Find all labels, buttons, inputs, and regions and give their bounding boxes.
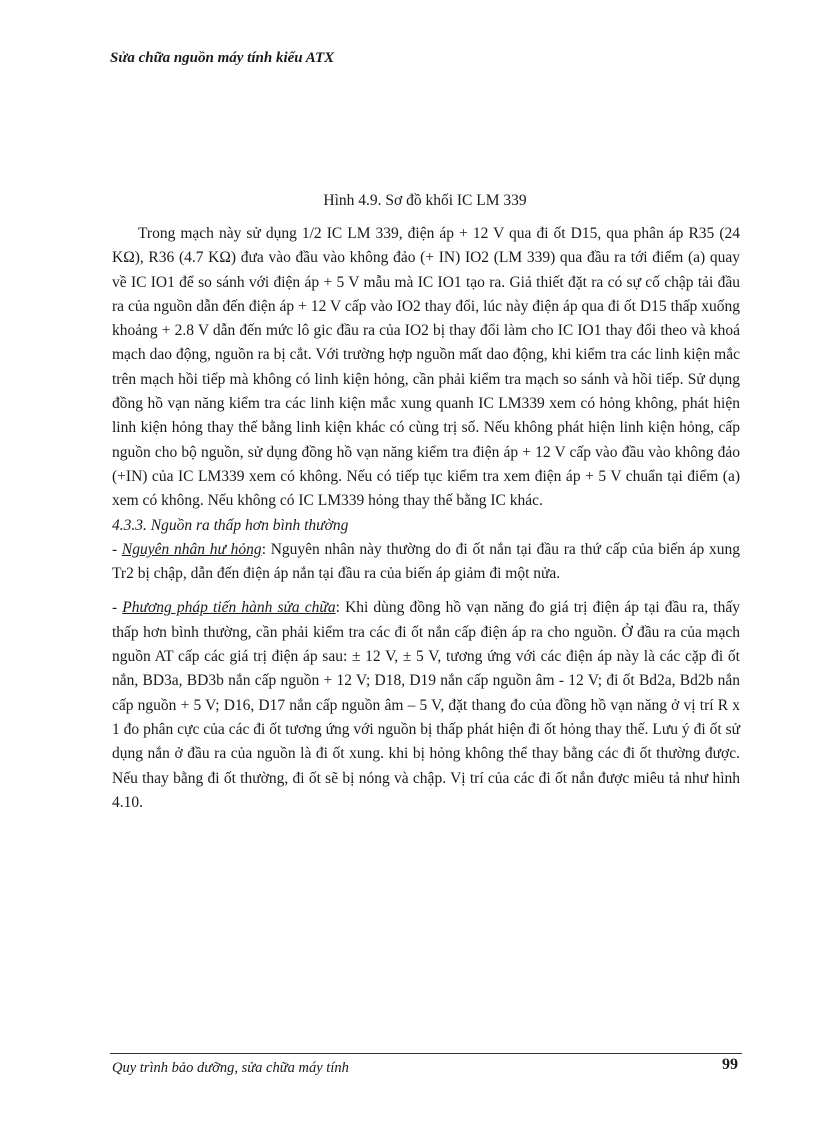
cause-label: Nguyên nhân hư hỏng bbox=[121, 540, 262, 558]
body-text bbox=[112, 222, 740, 815]
section-heading: 4.3.3. Nguồn ra thấp hơn bình thường bbox=[112, 516, 349, 534]
bullet-dash: - bbox=[112, 599, 123, 617]
figure-caption: Hình 4.9. Sơ đồ khối IC LM 339 bbox=[323, 192, 527, 209]
repair-text: : Khi dùng đồng hồ vạn năng đo giá trị điện áp tại đầu ra, thấy thấp hơn bình thường, cần phải kiểm tra các đi ốt nắn cấp điện áp ra cho nguồn. Ở đầu ra của mạch nguồn AT cấp các giá trị điện áp sau: ± 12 V, ± 5 V, tương ứng với các điện áp này là các cặp đi ốt nắn, BD3a, BD3b nắn cấp nguồn + 12 V; D18, D19 nắn cấp nguồn âm - 12 V; đi ốt Bd2a, Bd2b nắn cấp nguồn + 5 V; D16, D17 nắn cấp nguồn âm – 5 V, đặt thang đo của đồng hồ vạn năng ở vị trí R x 1 đo phân cực của các đi ốt tương ứng với nguồn bị thấp phát hiện đi ốt hỏng thay thế. Lưu ý đi ốt sử dụng nắn ở đầu ra của nguồn là đi ốt xung. khi bị hỏng không thể thay bằng các đi ốt thường được. Nếu thay bằng đi ốt thường, đi ốt sẽ bị nóng và chập. Vị trí của các đi ốt nắn được miêu tả như hình 4.10. bbox=[112, 599, 740, 811]
cause-text: : Nguyên nhân này thường do đi ốt nắn tại đầu ra thứ cấp của biến áp xung Tr2 bị chập, dẫn đến điện áp nắn tại đầu ra của biến áp giảm đi một nửa. bbox=[112, 540, 740, 583]
footer-divider bbox=[110, 1053, 742, 1054]
repair-label: Phương pháp tiến hành sửa chữa bbox=[122, 599, 336, 617]
running-header: Sửa chữa nguồn máy tính kiểu ATX bbox=[110, 50, 335, 66]
paragraph-cause bbox=[112, 538, 740, 587]
paragraph-repair-method bbox=[112, 596, 740, 815]
bullet-dash: - bbox=[112, 540, 122, 558]
running-footer: Quy trình bảo dưỡng, sửa chữa máy tính bbox=[112, 1060, 349, 1076]
page-number: 99 bbox=[722, 1056, 738, 1073]
paragraph-comparator-circuit: Trong mạch này sử dụng 1/2 IC LM 339, điện áp + 12 V qua đi ốt D15, qua phân áp R35 (24 KΩ), R36 (4.7 KΩ) đưa vào đầu vào không đảo (+ IN) IO2 (LM 339) qua đầu ra tới điểm (a) quay về IC IO1 để so sánh với điện áp + 5 V mẫu mà IC IO1 tạo ra. Giả thiết đặt ra có sự cố chập tải đầu ra của nguồn dẫn đến điện áp + 12 V cấp vào IO2 thay đổi, lúc này điện áp qua đi ốt D15 thấp xuống khoảng + 2.8 V dẫn đến mức lô gic đầu ra của IO2 bị thay đổi làm cho IC IO1 thay đổi theo và khoá mạch dao động, nguồn ra bị cắt. Với trường hợp nguồn mất dao động, khi kiểm tra các linh kiện mắc trên mạch hồi tiếp mà không có linh kiện hỏng, cần phải kiểm tra mạch so sánh và hồi tiếp. Sử dụng đồng hồ vạn năng kiểm tra các linh kiện mắc xung quanh IC LM339 xem có hỏng không, phát hiện linh kiện hỏng thay thế bằng linh kiện khác có cùng trị số. Nếu không phát hiện linh kiện hỏng, cấp nguồn cho bộ nguồn, sử dụng đồng hồ vạn năng kiểm tra điện áp + 12 V cấp vào đầu vào không đảo (+IN) của IC LM339 xem có không. Nếu có tiếp tục kiểm tra xem điện áp + 5 V chuẩn tại điểm (a) xem có không. Nếu không có IC LM339 hỏng thay thế bằng IC khác. bbox=[112, 225, 740, 510]
paragraph-gap bbox=[112, 586, 740, 596]
